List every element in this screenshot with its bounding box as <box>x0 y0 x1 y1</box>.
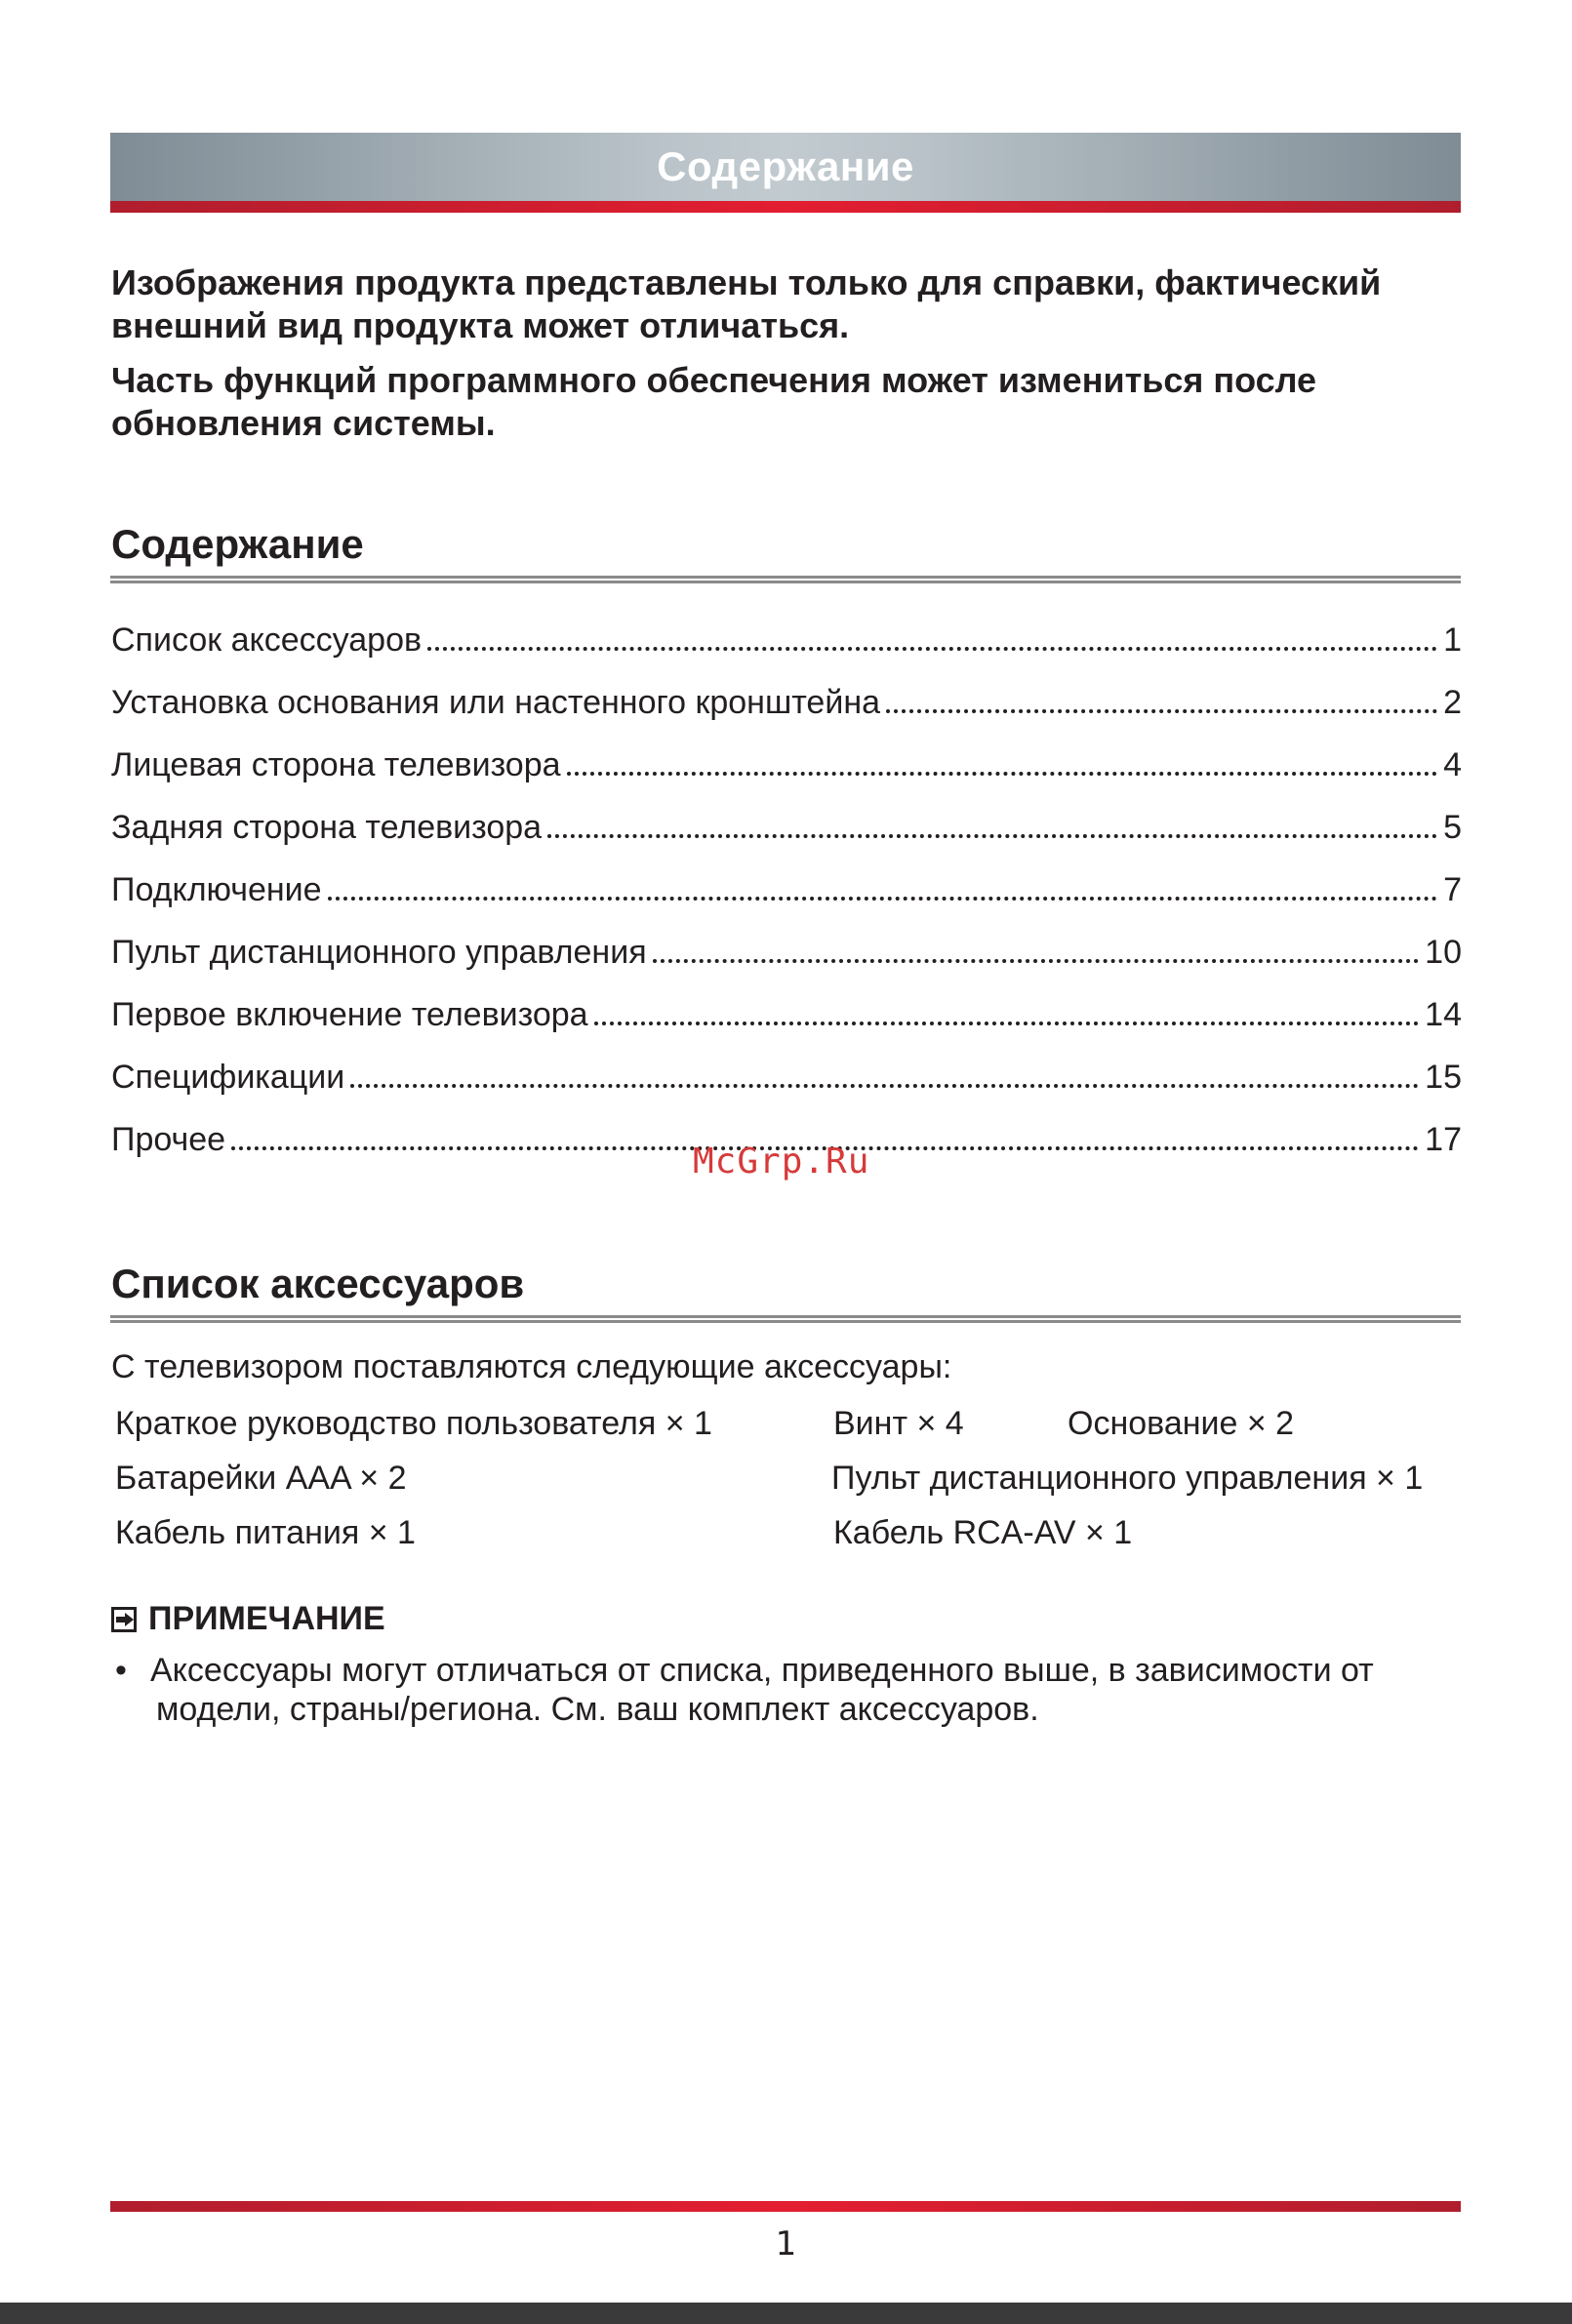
toc-leader-dots <box>886 709 1437 713</box>
toc-entry-page: 1 <box>1443 621 1462 659</box>
accessory-item: Батарейки AAA × 2 <box>115 1460 407 1497</box>
toc-entry-page: 10 <box>1425 934 1462 971</box>
toc-entry[interactable] <box>111 621 1462 683</box>
accessory-item: Основание × 2 <box>1068 1405 1295 1442</box>
toc-entry[interactable] <box>111 745 1462 808</box>
header-red-stripe <box>110 201 1461 213</box>
toc-entry[interactable] <box>111 808 1462 870</box>
toc-entry-page: 5 <box>1443 809 1462 846</box>
note-line-1: Аксессуары могут отличаться от списка, приведенного выше, в зависимости от <box>150 1652 1374 1689</box>
toc-entry-label: Подключение <box>111 871 322 908</box>
toc-leader-dots <box>427 647 1437 651</box>
note-heading-text: ПРИМЕЧАНИЕ <box>148 1600 385 1637</box>
accessories-intro: С телевизором поставляются следующие аксессуары: <box>111 1348 952 1385</box>
toc-entry-label: Первое включение телевизора <box>111 996 588 1033</box>
toc-leader-dots <box>350 1084 1419 1088</box>
toc-leader-dots <box>328 897 1437 901</box>
toc-leader-dots <box>653 959 1420 963</box>
toc-entry-page: 4 <box>1443 746 1462 783</box>
notice-software: Часть функций программного обеспечения может измениться после обновления системы. <box>111 360 1317 443</box>
toc-entry-page: 2 <box>1443 684 1462 721</box>
accessory-item: Кабель RCA-AV × 1 <box>833 1514 1133 1551</box>
toc-entry[interactable] <box>111 683 1462 745</box>
toc-leader-dots <box>594 1022 1420 1025</box>
toc-entry-label: Пульт дистанционного управления <box>111 934 647 971</box>
footer-red-stripe <box>110 2201 1461 2212</box>
toc-entry-page: 14 <box>1425 996 1462 1033</box>
toc-entry-label: Прочее <box>111 1121 226 1158</box>
accessories-heading: Список аксессуаров <box>111 1261 525 1306</box>
toc-leader-dots <box>567 772 1438 776</box>
toc-entry-page: 15 <box>1425 1059 1462 1096</box>
toc-heading: Содержание <box>111 521 364 567</box>
toc-heading-rule <box>110 576 1461 583</box>
toc-entry-page: 7 <box>1443 871 1462 908</box>
accessory-item: Винт × 4 <box>833 1405 964 1442</box>
table-of-contents <box>111 621 1462 1182</box>
note-line-2: модели, страны/региона. См. ваш комплект аксессуаров. <box>156 1691 1039 1728</box>
note-body <box>115 1651 1432 1729</box>
accessory-item: Кабель питания × 1 <box>115 1514 416 1551</box>
toc-entry-label: Задняя сторона телевизора <box>111 809 543 846</box>
toc-entry-label: Спецификации <box>111 1059 345 1096</box>
page-number: 1 <box>775 2224 797 2264</box>
header-banner <box>110 133 1461 201</box>
toc-entry[interactable] <box>111 933 1462 995</box>
accessories-heading-rule <box>110 1315 1461 1323</box>
toc-entry-label: Лицевая сторона телевизора <box>111 746 561 783</box>
note-arrow-icon <box>111 1607 137 1632</box>
toc-entry-label: Установка основания или настенного кронштейна <box>111 684 881 721</box>
toc-leader-dots <box>547 834 1437 838</box>
toc-entry[interactable] <box>111 1058 1462 1120</box>
watermark: McGrp.Ru <box>693 1142 870 1182</box>
note-heading <box>111 1600 385 1638</box>
toc-entry[interactable] <box>111 995 1462 1058</box>
header-title: Содержание <box>657 143 914 189</box>
accessory-item: Пульт дистанционного управления × 1 <box>831 1460 1424 1497</box>
note-bullet: • <box>115 1652 127 1689</box>
bottom-edge-bar <box>0 2303 1572 2324</box>
accessory-item: Краткое руководство пользователя × 1 <box>115 1405 712 1442</box>
notice-images: Изображения продукта представлены только для справки, фактический внешний вид продукта может отличаться. <box>111 262 1382 345</box>
toc-entry[interactable] <box>111 870 1462 933</box>
toc-entry-page: 17 <box>1425 1121 1462 1158</box>
toc-entry-label: Список аксессуаров <box>111 621 423 659</box>
